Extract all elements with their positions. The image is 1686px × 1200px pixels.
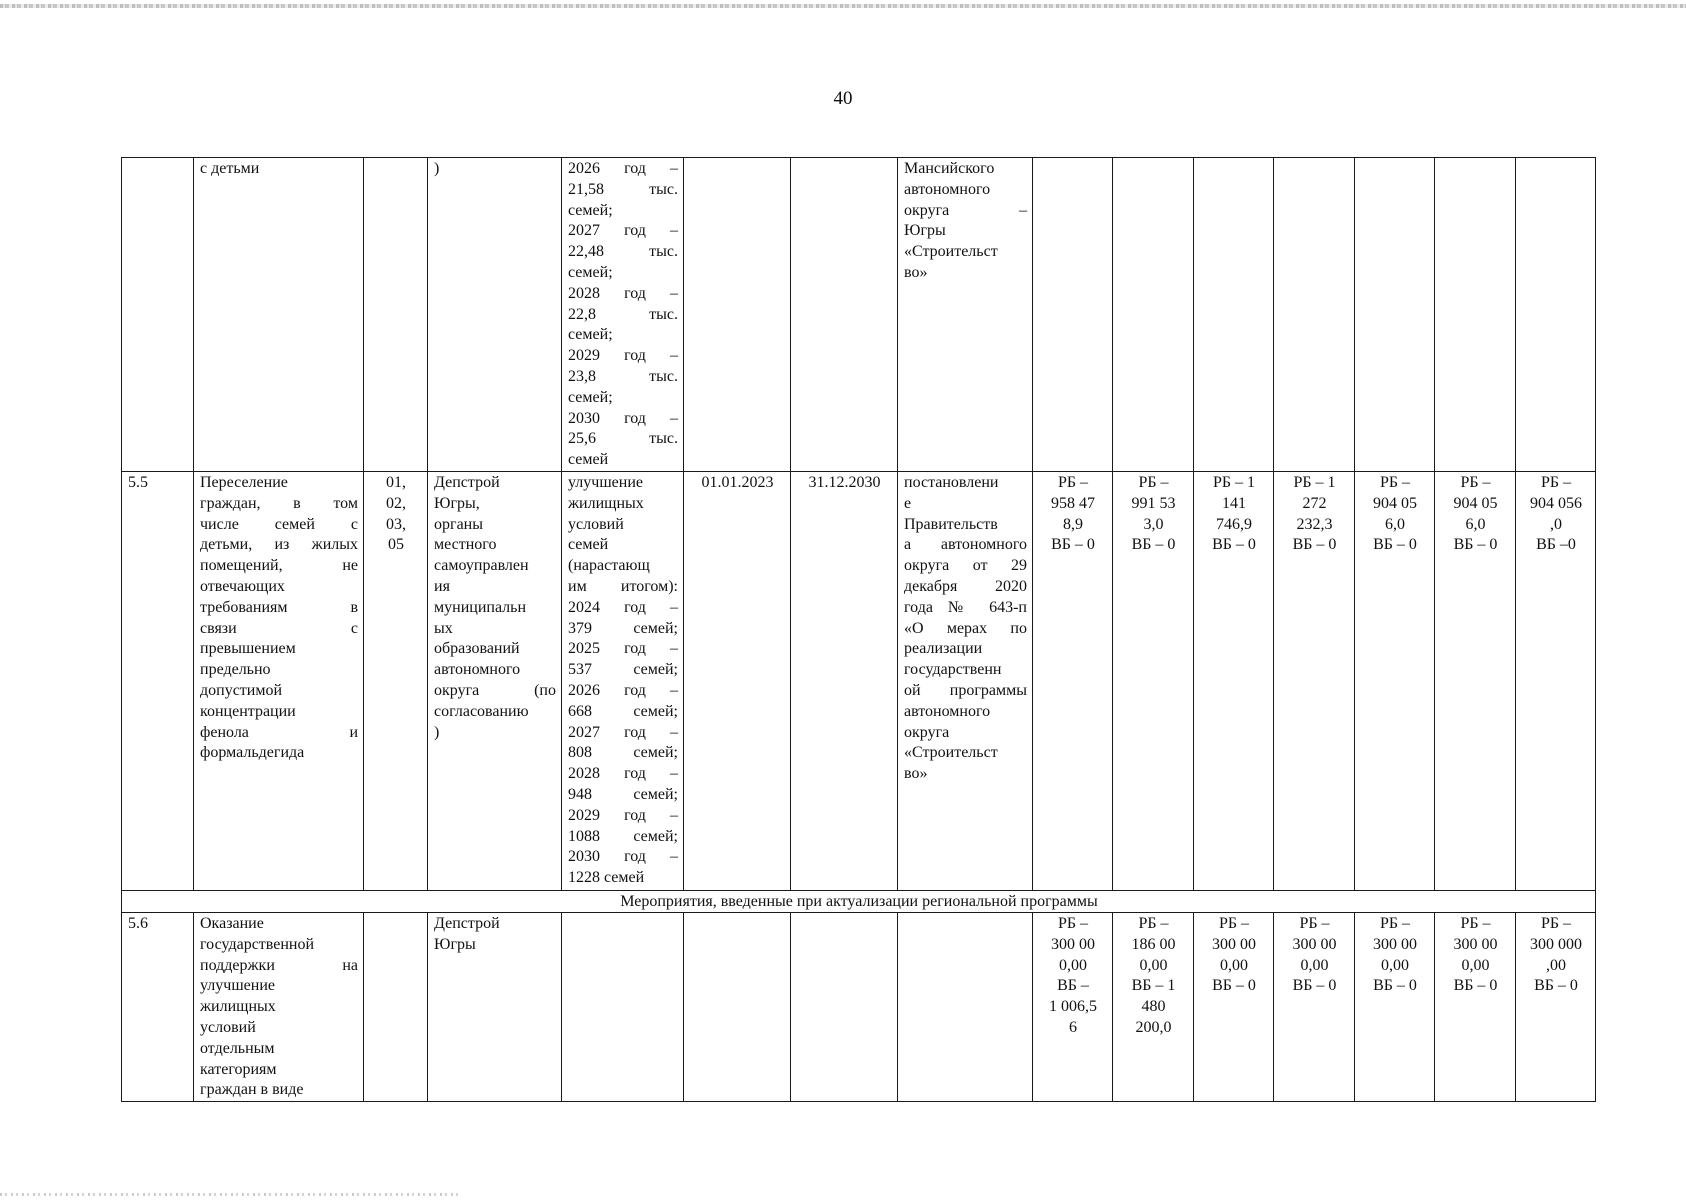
cell-executor-line: муниципальн (434, 598, 527, 616)
cell-indicator-line: (нарастающ (568, 557, 650, 575)
cell-legal-basis-line: реализации (904, 640, 983, 658)
cell-indicator-line: 25,6 тыс. (568, 430, 678, 448)
cell-indicator-line: семей; (568, 388, 613, 406)
cell-executor-line: образований (434, 640, 520, 658)
cell-finance-year-7-line: ВБ –0 (1536, 536, 1576, 554)
cell-finance-year-3-line: 141 (1222, 494, 1246, 512)
cell-finance-year-5-line: РБ – (1379, 914, 1411, 932)
cell-indicator-line: 2027 год – (568, 723, 678, 741)
cell-finance-year-5-line: РБ – (1379, 473, 1411, 491)
cell-measure-name-line: фенола и (200, 723, 358, 741)
cell-legal-basis-line: во» (904, 263, 928, 281)
cell-codes-line: 03, (386, 515, 406, 533)
cell-finance-year-1-line: 300 00 (1051, 935, 1095, 953)
cell-codes-line: 01, (386, 473, 406, 491)
cell-finance-year-4 (1274, 158, 1355, 472)
cell-finance-year-5-line: ВБ – 0 (1373, 536, 1417, 554)
cell-measure-name-line: числе семей с (200, 515, 358, 533)
cell-legal-basis-line: государственн (904, 661, 1002, 679)
cell-measure-name-line: концентрации (200, 702, 296, 720)
cell-executor-line: органы (434, 515, 483, 533)
cell-legal-basis-line: декабря 2020 (904, 577, 1027, 595)
cell-indicator-line: им итогом): (568, 577, 678, 595)
page-number: 40 (833, 88, 853, 109)
cell-measure-name-line: граждан, в том (200, 494, 358, 512)
cell-finance-year-7-line: ВБ – 0 (1534, 977, 1578, 995)
cell-finance-year-6 (1435, 471, 1516, 890)
cell-finance-year-1-line: РБ – (1057, 914, 1089, 932)
cell-finance-year-3 (1194, 158, 1274, 472)
cell-measure-name-line: Переселение (200, 473, 288, 491)
cell-indicator (562, 158, 684, 472)
cell-finance-year-2-line: ВБ – 0 (1131, 536, 1176, 554)
section-title: Мероприятия, введенные при актуализации региональной программы (122, 890, 1596, 912)
cell-finance-year-2-line: 186 00 (1131, 935, 1176, 953)
cell-indicator-line: 2030 год – (568, 409, 678, 427)
table-row (122, 158, 1596, 472)
cell-finance-year-5 (1355, 471, 1435, 890)
cell-indicator-line: 2029 год – (568, 347, 678, 365)
cell-indicator-line: условий (568, 515, 624, 533)
section-row (122, 890, 1596, 912)
cell-finance-year-1 (1033, 158, 1113, 472)
cell-measure-name-line: поддержки на (200, 956, 358, 974)
cell-legal-basis (898, 912, 1033, 1101)
table-row (122, 471, 1596, 890)
cell-indicator-line: 2028 год – (568, 765, 678, 783)
cell-executor (428, 158, 562, 472)
cell-measure-name-line: отвечающих (200, 577, 285, 595)
scan-artifact-top (0, 4, 1686, 8)
cell-measure-name-line: государственной (200, 935, 315, 953)
cell-finance-year-1-line: 6 (1069, 1018, 1077, 1036)
cell-finance-year-1-line: ВБ – 0 (1051, 536, 1095, 554)
cell-finance-year-2-line: 3,0 (1143, 515, 1164, 533)
cell-executor-line: местного (434, 536, 497, 554)
cell-measure-name (194, 158, 364, 472)
cell-executor (428, 912, 562, 1101)
cell-finance-year-7 (1516, 471, 1596, 890)
cell-indicator-line: 23,8 тыс. (568, 367, 678, 385)
cell-finance-year-7-line: ,0 (1550, 515, 1562, 533)
cell-codes-line: 02, (386, 494, 406, 512)
cell-finance-year-1-line: 1 006,5 (1049, 998, 1097, 1016)
cell-measure-name (194, 912, 364, 1101)
cell-legal-basis (898, 471, 1033, 890)
cell-start-date (684, 912, 791, 1101)
cell-finance-year-5 (1355, 158, 1435, 472)
cell-finance-year-3-line: 0,00 (1220, 956, 1248, 974)
cell-finance-year-1-line: 958 47 (1051, 494, 1095, 512)
cell-finance-year-1 (1033, 471, 1113, 890)
cell-finance-year-6 (1435, 158, 1516, 472)
cell-indicator (562, 912, 684, 1101)
cell-legal-basis-line: постановлени (904, 473, 999, 491)
cell-legal-basis-line: Мансийского (904, 160, 995, 177)
cell-executor-line: самоуправлен (434, 557, 529, 575)
cell-finance-year-6-line: РБ – (1460, 914, 1491, 932)
cell-finance-year-3-line: РБ – 1 (1212, 473, 1256, 491)
cell-measure-name-line: Оказание (200, 914, 264, 932)
cell-finance-year-3-line: ВБ – 0 (1212, 977, 1256, 995)
cell-measure-name-line: превышением (200, 640, 296, 658)
cell-indicator-line: семей; (568, 326, 613, 344)
cell-measure-name-line: помещений, не (200, 557, 358, 575)
cell-finance-year-5 (1355, 912, 1435, 1101)
cell-finance-year-2-line: 0,00 (1139, 956, 1168, 974)
program-table (121, 157, 1596, 1102)
cell-indicator-line: 2028 год – (568, 284, 678, 302)
cell-indicator-line: 948 семей; (568, 785, 678, 803)
cell-codes-line: 05 (388, 536, 404, 554)
cell-finance-year-3 (1194, 912, 1274, 1101)
cell-codes (364, 158, 428, 472)
cell-finance-year-2-line: 200,0 (1135, 1018, 1172, 1036)
cell-finance-year-1-line: ВБ – (1057, 977, 1089, 995)
cell-finance-year-4-line: ВБ – 0 (1292, 977, 1337, 995)
cell-indicator-line: 2026 год – (568, 681, 678, 699)
cell-finance-year-2 (1113, 158, 1194, 472)
cell-finance-year-3-line: РБ – (1218, 914, 1250, 932)
cell-finance-year-5-line: ВБ – 0 (1373, 977, 1417, 995)
cell-indicator-line: 668 семей; (568, 702, 678, 720)
cell-finance-year-1 (1033, 912, 1113, 1101)
cell-measure-name-line: требованиям в (200, 598, 358, 616)
cell-indicator-line: 537 семей; (568, 661, 678, 679)
cell-legal-basis-line: автономного (904, 702, 991, 720)
cell-finance-year-6-line: ВБ – 0 (1453, 977, 1498, 995)
cell-finance-year-1-line: 8,9 (1063, 515, 1083, 533)
cell-finance-year-3 (1194, 471, 1274, 890)
cell-finance-year-7-line: 904 056 (1530, 494, 1582, 512)
cell-measure-name-line: категориям (200, 1060, 277, 1078)
cell-indicator-line: улучшение (568, 473, 643, 491)
cell-legal-basis (898, 158, 1033, 472)
cell-finance-year-2 (1113, 471, 1194, 890)
cell-finance-year-1-line: РБ – (1057, 473, 1089, 491)
cell-indicator-line: 22,8 тыс. (568, 305, 678, 323)
cell-executor-line: Депстрой (434, 473, 500, 491)
cell-legal-basis-line: е (904, 494, 912, 512)
cell-executor-line: Депстрой (434, 914, 500, 932)
cell-legal-basis-line: «Строительст (904, 243, 998, 261)
cell-number (122, 158, 194, 472)
cell-finance-year-4 (1274, 471, 1355, 890)
cell-measure-name-line: допустимой (200, 681, 283, 699)
cell-legal-basis-line: ой программы (904, 681, 1027, 699)
cell-measure-name-line: формальдегида (200, 744, 305, 762)
cell-executor-line: ых (434, 619, 453, 637)
cell-codes (364, 471, 428, 890)
cell-finance-year-6 (1435, 912, 1516, 1101)
cell-indicator-line: 21,58 тыс. (568, 180, 678, 198)
cell-finance-year-5-line: 300 00 (1373, 935, 1417, 953)
cell-finance-year-2-line: 480 (1141, 998, 1166, 1016)
scan-artifact-bottom (0, 1193, 460, 1196)
cell-finance-year-7-line: РБ – (1540, 914, 1572, 932)
cell-legal-basis-line: Югры (904, 222, 946, 240)
cell-finance-year-2-line: РБ – (1138, 473, 1169, 491)
cell-legal-basis-line: Правительств (904, 515, 998, 533)
cell-indicator-line: 2027 год – (568, 222, 678, 240)
cell-finance-year-7 (1516, 158, 1596, 472)
cell-finance-year-7-line: ,00 (1546, 956, 1566, 974)
cell-indicator-line: 2030 год – (568, 848, 678, 866)
cell-start-date: 01.01.2023 (684, 471, 791, 890)
cell-executor-line: ия (434, 577, 450, 595)
cell-finance-year-4-line: РБ – (1299, 914, 1330, 932)
cell-finance-year-6-line: 904 05 (1453, 494, 1498, 512)
cell-legal-basis-line: года № 643-п (904, 598, 1027, 616)
cell-measure-name (194, 471, 364, 890)
cell-measure-name-line: жилищных (200, 998, 276, 1016)
cell-finance-year-3-line: 300 00 (1212, 935, 1256, 953)
cell-finance-year-1-line: 0,00 (1059, 956, 1087, 974)
cell-codes (364, 912, 428, 1101)
cell-measure-name-line: детьми, из жилых (200, 536, 358, 554)
cell-legal-basis-line: округа от 29 (904, 557, 1027, 575)
cell-indicator-line: 808 семей; (568, 744, 678, 762)
cell-number: 5.6 (122, 912, 194, 1101)
cell-finance-year-4-line: РБ – 1 (1293, 473, 1336, 491)
cell-indicator-line: семей (568, 451, 609, 469)
cell-finance-year-5-line: 0,00 (1381, 956, 1409, 974)
cell-finance-year-6-line: 0,00 (1461, 956, 1490, 974)
cell-finance-year-5-line: 904 05 (1373, 494, 1417, 512)
cell-measure-name-line: связи с (200, 619, 358, 637)
cell-legal-basis-line: «О мерах по (904, 619, 1027, 637)
cell-indicator-line: жилищных (568, 494, 644, 512)
cell-finance-year-6-line: 6,0 (1465, 515, 1486, 533)
cell-indicator-line: 2025 год – (568, 640, 678, 658)
cell-indicator-line: 22,48 тыс. (568, 243, 678, 261)
cell-indicator-line: 1228 семей (568, 869, 645, 887)
cell-indicator-line: 2029 год – (568, 806, 678, 824)
cell-finance-year-4-line: 300 00 (1292, 935, 1337, 953)
cell-finance-year-6-line: РБ – (1460, 473, 1491, 491)
cell-legal-basis-line: во» (904, 765, 928, 783)
cell-measure-name-line: улучшение (200, 977, 275, 995)
cell-end-date: 31.12.2030 (791, 471, 898, 890)
cell-legal-basis-line: «Строительст (904, 744, 998, 762)
cell-finance-year-2-line: ВБ – 1 (1131, 977, 1176, 995)
cell-legal-basis-line: а автономного (904, 536, 1027, 554)
cell-measure-name-line: с детьми (200, 160, 260, 177)
cell-indicator (562, 471, 684, 890)
cell-finance-year-6-line: 300 00 (1453, 935, 1498, 953)
cell-executor (428, 471, 562, 890)
cell-finance-year-2 (1113, 912, 1194, 1101)
cell-finance-year-5-line: 6,0 (1385, 515, 1405, 533)
cell-executor-line: округа (по (434, 681, 556, 699)
cell-executor-line: Югры (434, 935, 476, 953)
cell-finance-year-7-line: РБ – (1540, 473, 1572, 491)
cell-measure-name-line: граждан в виде (200, 1081, 304, 1099)
cell-end-date (791, 912, 898, 1101)
cell-finance-year-4-line: 272 (1302, 494, 1327, 512)
cell-indicator-line: 1088 семей; (568, 827, 678, 845)
cell-legal-basis-line: округа (904, 723, 950, 741)
cell-finance-year-2-line: 991 53 (1131, 494, 1176, 512)
cell-legal-basis-line: округа – (904, 201, 1027, 219)
cell-indicator-line: 2024 год – (568, 598, 678, 616)
table-row (122, 912, 1596, 1101)
cell-executor-line: ) (434, 723, 440, 741)
cell-executor-line: Югры, (434, 494, 480, 512)
cell-measure-name-line: предельно (200, 661, 271, 679)
cell-finance-year-4 (1274, 912, 1355, 1101)
cell-measure-name-line: условий (200, 1018, 256, 1036)
cell-finance-year-7-line: 300 000 (1530, 935, 1582, 953)
cell-executor-line: согласованию (434, 702, 529, 720)
cell-measure-name-line: отдельным (200, 1039, 275, 1057)
cell-finance-year-7 (1516, 912, 1596, 1101)
cell-executor-line: ) (434, 160, 440, 177)
cell-finance-year-3-line: 746,9 (1216, 515, 1252, 533)
cell-executor-line: автономного (434, 661, 521, 679)
cell-finance-year-4-line: 0,00 (1300, 956, 1329, 974)
cell-indicator-line: семей; (568, 201, 613, 219)
cell-finance-year-4-line: 232,3 (1296, 515, 1333, 533)
cell-finance-year-4-line: ВБ – 0 (1292, 536, 1337, 554)
cell-finance-year-2-line: РБ – (1138, 914, 1169, 932)
cell-finance-year-3-line: ВБ – 0 (1212, 536, 1256, 554)
cell-indicator-line: семей; (568, 263, 613, 281)
cell-indicator-line: семей (568, 536, 609, 554)
cell-start-date (684, 158, 791, 472)
cell-finance-year-6-line: ВБ – 0 (1453, 536, 1498, 554)
cell-number: 5.5 (122, 471, 194, 890)
cell-end-date (791, 158, 898, 472)
cell-indicator-line: 379 семей; (568, 619, 678, 637)
cell-indicator-line: 2026 год – (568, 160, 678, 177)
cell-legal-basis-line: автономного (904, 180, 991, 198)
